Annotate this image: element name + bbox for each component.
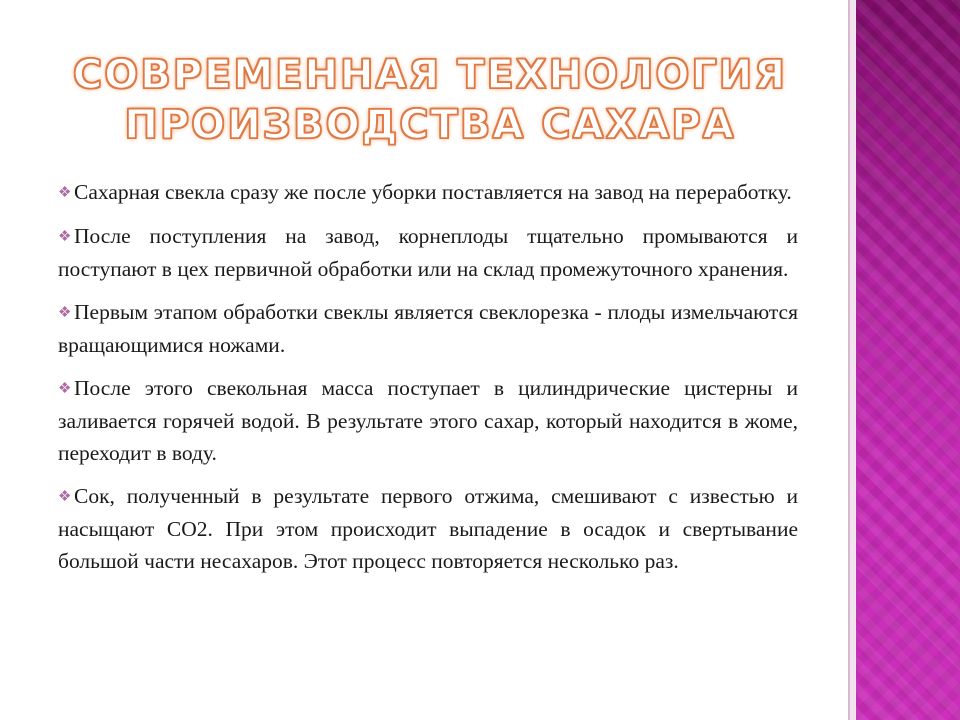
diamond-bullet-icon: ❖ bbox=[58, 185, 72, 201]
title-line-2: ПРОИЗВОДСТВА САХАРА bbox=[124, 102, 736, 148]
bullet-item bbox=[58, 296, 798, 361]
bullet-text: После этого свекольная масса поступает в цилиндрические цистерны и заливается горячей водой. В результате этого сахар, который находится в жоме, переходит в воду. bbox=[58, 376, 798, 465]
bullet-text: После поступления на завод, корнеплоды тщательно промываются и поступают в цех первичной обработки или на склад промежуточного хранения. bbox=[58, 224, 798, 281]
title-line-1: СОВРЕМЕННАЯ ТЕХНОЛОГИЯ bbox=[72, 52, 788, 98]
diamond-bullet-icon: ❖ bbox=[58, 305, 72, 321]
bullet-item bbox=[58, 220, 798, 285]
decorative-side-panel bbox=[856, 0, 960, 720]
diamond-bullet-icon: ❖ bbox=[58, 381, 72, 397]
bullet-text: Первым этапом обработки свеклы является свеклорезка - плоды измельчаются вращающимися ножами. bbox=[58, 300, 798, 357]
bullet-text: Сахарная свекла сразу же после уборки поставляется на завод на переработку. bbox=[74, 180, 792, 204]
bullet-text: Сок, полученный в результате первого отжима, смешивают с известью и насыщают СО2. При этом происходит выпадение в осадок и свертывание большой части несахаров. Этот процесс повторяется несколько раз. bbox=[58, 484, 798, 573]
bullet-item bbox=[58, 176, 798, 209]
slide-title bbox=[60, 50, 800, 150]
side-panel-texture bbox=[856, 0, 960, 720]
bullet-list bbox=[58, 176, 798, 588]
diamond-bullet-icon: ❖ bbox=[58, 489, 72, 505]
diamond-bullet-icon: ❖ bbox=[58, 229, 72, 245]
bullet-item bbox=[58, 372, 798, 469]
bullet-item bbox=[58, 480, 798, 577]
